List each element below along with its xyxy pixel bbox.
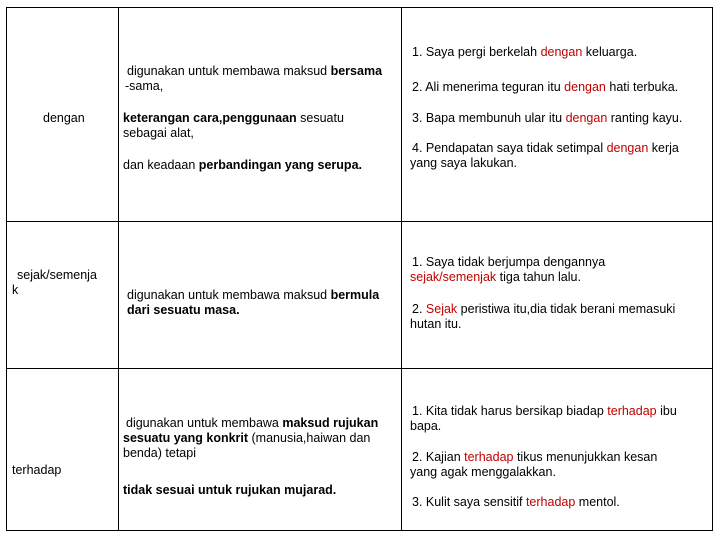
word-sejak-semenjak xyxy=(12,268,97,298)
example-text: tiga tahun lalu. xyxy=(496,270,581,284)
meaning-bold: bersama xyxy=(330,64,383,78)
example-text: peristiwa itu,dia tidak berani memasuki xyxy=(457,302,676,316)
example-text: 4. Pendapatan saya tidak setimpal xyxy=(412,141,607,155)
meaning-cell xyxy=(119,222,402,369)
meaning-cell xyxy=(119,8,402,222)
meaning-text xyxy=(123,416,378,461)
example-text: hati terbuka. xyxy=(605,80,679,94)
table-row-sejak xyxy=(7,222,713,369)
example-sentence xyxy=(410,302,675,332)
example-sentence xyxy=(410,404,677,434)
example-text: keluarga. xyxy=(582,45,638,59)
word-cell xyxy=(7,8,119,222)
word-cell xyxy=(7,369,119,531)
example-sentence xyxy=(412,495,620,510)
keyword-highlight: terhadap xyxy=(607,404,657,418)
example-text: kerja xyxy=(648,141,679,155)
meaning-part: sebagai alat, xyxy=(123,126,194,140)
example-sentence xyxy=(410,450,657,480)
example-text: mentol. xyxy=(575,495,620,509)
meaning-part: digunakan untuk membawa maksud xyxy=(127,64,331,78)
meaning-bold: maksud rujukan xyxy=(282,416,379,430)
example-text: 3. Bapa membunuh ular itu xyxy=(412,111,566,125)
meaning-text xyxy=(123,158,362,173)
meaning-text xyxy=(123,483,336,498)
word-terhadap: terhadap xyxy=(12,463,62,477)
example-text: 2. xyxy=(412,302,426,316)
example-text: yang agak menggalakkan. xyxy=(410,465,556,479)
meaning-bold: keterangan cara,penggunaan xyxy=(123,111,297,125)
table-row-terhadap xyxy=(7,369,713,531)
example-text: hutan itu. xyxy=(410,317,462,331)
meaning-text xyxy=(127,64,382,94)
example-sentence xyxy=(412,45,637,60)
example-text: bapa. xyxy=(410,419,442,433)
keyword-highlight: terhadap xyxy=(464,450,514,464)
keyword-highlight: dengan xyxy=(565,111,608,125)
meaning-bold: dari sesuatu masa. xyxy=(127,303,240,317)
meaning-text xyxy=(123,111,344,141)
keyword-highlight: Sejak xyxy=(425,302,458,316)
preposition-table xyxy=(6,7,713,531)
word-part: sejak/semenja xyxy=(17,268,97,282)
example-text: 3. Kulit saya sensitif xyxy=(412,495,526,509)
example-cell xyxy=(402,8,713,222)
example-cell xyxy=(402,369,713,531)
meaning-text xyxy=(127,288,379,318)
meaning-part: digunakan untuk membawa xyxy=(126,416,283,430)
keyword-highlight: dengan xyxy=(564,80,606,94)
example-cell xyxy=(402,222,713,369)
word-cell xyxy=(7,222,119,369)
example-text: yang saya lakukan. xyxy=(410,156,518,170)
meaning-bold: sesuatu yang konkrit xyxy=(123,431,249,445)
meaning-part: digunakan untuk membawa maksud xyxy=(127,288,331,302)
meaning-part: -sama, xyxy=(125,79,164,93)
keyword-highlight: sejak/semenjak xyxy=(410,270,497,284)
example-sentence xyxy=(412,111,682,126)
meaning-bold: perbandingan yang serupa. xyxy=(198,158,362,172)
example-text: 1. Saya pergi berkelah xyxy=(412,45,541,59)
meaning-bold: tidak sesuai untuk rujukan mujarad. xyxy=(123,483,337,497)
meaning-part: benda) tetapi xyxy=(123,446,196,460)
example-text: ibu xyxy=(656,404,677,418)
table-row-dengan xyxy=(7,8,713,222)
example-sentence xyxy=(412,80,678,95)
meaning-part: sesuatu xyxy=(296,111,344,125)
meaning-part: dan keadaan xyxy=(123,158,199,172)
example-text: 2. Ali menerima teguran itu xyxy=(412,80,565,94)
keyword-highlight: dengan xyxy=(606,141,649,155)
example-sentence xyxy=(410,255,605,285)
word-dengan: dengan xyxy=(43,111,85,125)
example-text: 2. Kajian xyxy=(412,450,465,464)
meaning-part: (manusia,haiwan dan xyxy=(248,431,371,445)
meaning-cell xyxy=(119,369,402,531)
keyword-highlight: dengan xyxy=(540,45,583,59)
meaning-bold: bermula xyxy=(330,288,380,302)
example-text: 1. Kita tidak harus bersikap biadap xyxy=(412,404,608,418)
example-text: tikus menunjukkan kesan xyxy=(513,450,658,464)
keyword-highlight: terhadap xyxy=(525,495,576,509)
word-part: k xyxy=(12,283,19,297)
example-sentence xyxy=(410,141,679,171)
example-text: ranting kayu. xyxy=(607,111,683,125)
example-text: 1. Saya tidak berjumpa dengannya xyxy=(412,255,606,269)
